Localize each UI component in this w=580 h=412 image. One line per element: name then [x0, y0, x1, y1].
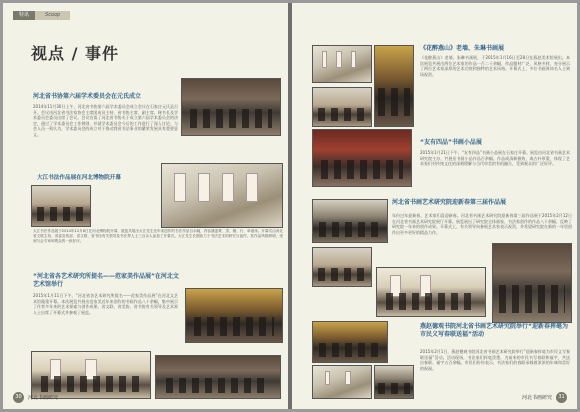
- article-body: 2015年1月21日下午，“友有四品”书画小品展在石家庄开幕。展览由河北省书画艺术研究院主办，共展出书画小品作品百余幅。作品或清新雅致，或古朴厚重，体现了艺术家们对传统文化的深刻理解与当代审美的有机融合，受到观众的广泛好评。: [420, 150, 570, 167]
- article-photo-writing: [374, 365, 414, 399]
- article-body: 2014年11月30日上午，河北省书协第六届学术委员会成立会议在石家庄元氏县召开。会议由河北省书法家协会主席团成员主持，省书协主席、副主席、秘书长及学术委员会委员出席了会议。会议宣读了河北省书协关于成立第六届学术委员会的决定，通过了学术委员会工作规则，并就学术委员会今后的工作进行了深入讨论。与会人员一致认为，学术委员会的成立对于推动我省书法事业的繁荣发展具有重要意义。: [33, 104, 178, 137]
- article-headline: 《花醉燕山》老墙、朱琳书画展: [420, 45, 505, 52]
- article-headline: “友有四品”书画小品展: [420, 139, 482, 146]
- article-photo-meeting: [181, 78, 281, 136]
- right-page: [292, 3, 577, 409]
- article-photo-calligraphy: [312, 321, 388, 363]
- article-photo-hall: [376, 267, 486, 317]
- article-photo-opening-crowd: [374, 45, 414, 127]
- page-title: 视点 / 事件: [31, 44, 119, 63]
- article-photo-visitors: [312, 87, 372, 127]
- article-photo-exhibition: [161, 163, 283, 228]
- article-headline: 大江书法作品展在河北博物院开幕: [37, 175, 121, 181]
- article-photo-podium: [312, 129, 412, 187]
- section-label: 特讯: [13, 11, 35, 20]
- section-label-en: Scoop: [35, 11, 70, 20]
- page-number: 30: [13, 392, 24, 403]
- article-body: 年份过年迎新春，艺术家们喜迎新春。河北省书画艺术研究院迎新春第三届作品展于2015年2月12日在河北省书画艺术研究院展厅开幕。展览展出了研究院全体画家、书法家创作的作品八十余幅，反映了研究院一年来的创作成果。开幕式上，有关领导向参展艺术家表示祝贺，并希望研究院在新的一年里创作出更多更好的精品力作。: [392, 213, 572, 235]
- article-headline: “河北省各艺术研究所提名——范家美作品展”在河北文艺术馆举行: [33, 273, 179, 288]
- article-photo-speaker: [492, 243, 572, 323]
- publication-name: 河北书画研究: [521, 395, 552, 401]
- article-photo-ceremony: [185, 288, 283, 343]
- article-body: 2015年2月1日，燕赵德观书院河北省书画艺术研究院举行“迎新春挥毫为市民义写春联送福”活动。活动现场，书法家们挥毫泼墨，为前来的市民书写春联和福字，共送出春联、福字五百余幅。市民们纷纷表示，书法家们的春联承载着浓浓的年味和美好的祝福。: [420, 349, 570, 371]
- article-body: 《花醉燕山》老墙、朱琳书画展，于2015年1月16日至28日在燕赵美术馆展出。本次展览共展出两位艺术家的作品一百二十余幅，作品题材广泛，风格多样，充分展示了两位艺术家深厚的艺术功底和独特的艺术风格。开幕式上，多位书画界知名人士到场祝贺。: [420, 55, 570, 77]
- article-headline: 燕赵德观书院河北省书画艺术研究院举行“迎新春挥毫为市民义写春联送福”活动: [420, 323, 568, 338]
- page-footer: [522, 392, 567, 403]
- section-tag: [13, 11, 70, 20]
- article-photo-paintings: [312, 45, 372, 83]
- page-number: 31: [556, 392, 567, 403]
- page-footer: [13, 392, 58, 403]
- publication-name: 河北书画研究: [28, 395, 59, 401]
- article-body: 2015年1月11日下午，“河北省各艺术研究所提名——范家美作品展”在河北文艺术馆隆重开幕。本次展览共展出范家美近年来创作的书画作品八十余幅，集中展示了作者多年来的艺术探索与创作成果。省文联、省美协、省书协有关领导及艺术界人士出席了开幕式并参观了展览。: [33, 293, 178, 315]
- article-photo-group: [155, 355, 281, 399]
- article-photo-couplets: [312, 365, 372, 399]
- article-headline: 河北省书画艺术研究院迎新春第三届作品展: [392, 199, 507, 206]
- article-photo-ribbon: [312, 199, 388, 243]
- article-photo-guests: [312, 247, 372, 287]
- article-body: 大江书法作品展于2014年12月8日在河北博物院开幕，展览共展出大江先生近年来创作的书法作品百余幅，内容涵盖篆、隶、楷、行、草诸体。开幕式由河北省文联主持，省委宣传部、省文联、省书协有关领导及书法界人士三百余人参加了开幕式。大江先生长期致力于书法艺术的研究与创作，其作品风格鲜明，受到与会专家和观众的一致好评。: [33, 229, 283, 243]
- article-headline: 河北省书协第六届学术委员会在元氏成立: [33, 93, 142, 100]
- article-photo-opening: [31, 185, 91, 227]
- left-page: [3, 3, 288, 409]
